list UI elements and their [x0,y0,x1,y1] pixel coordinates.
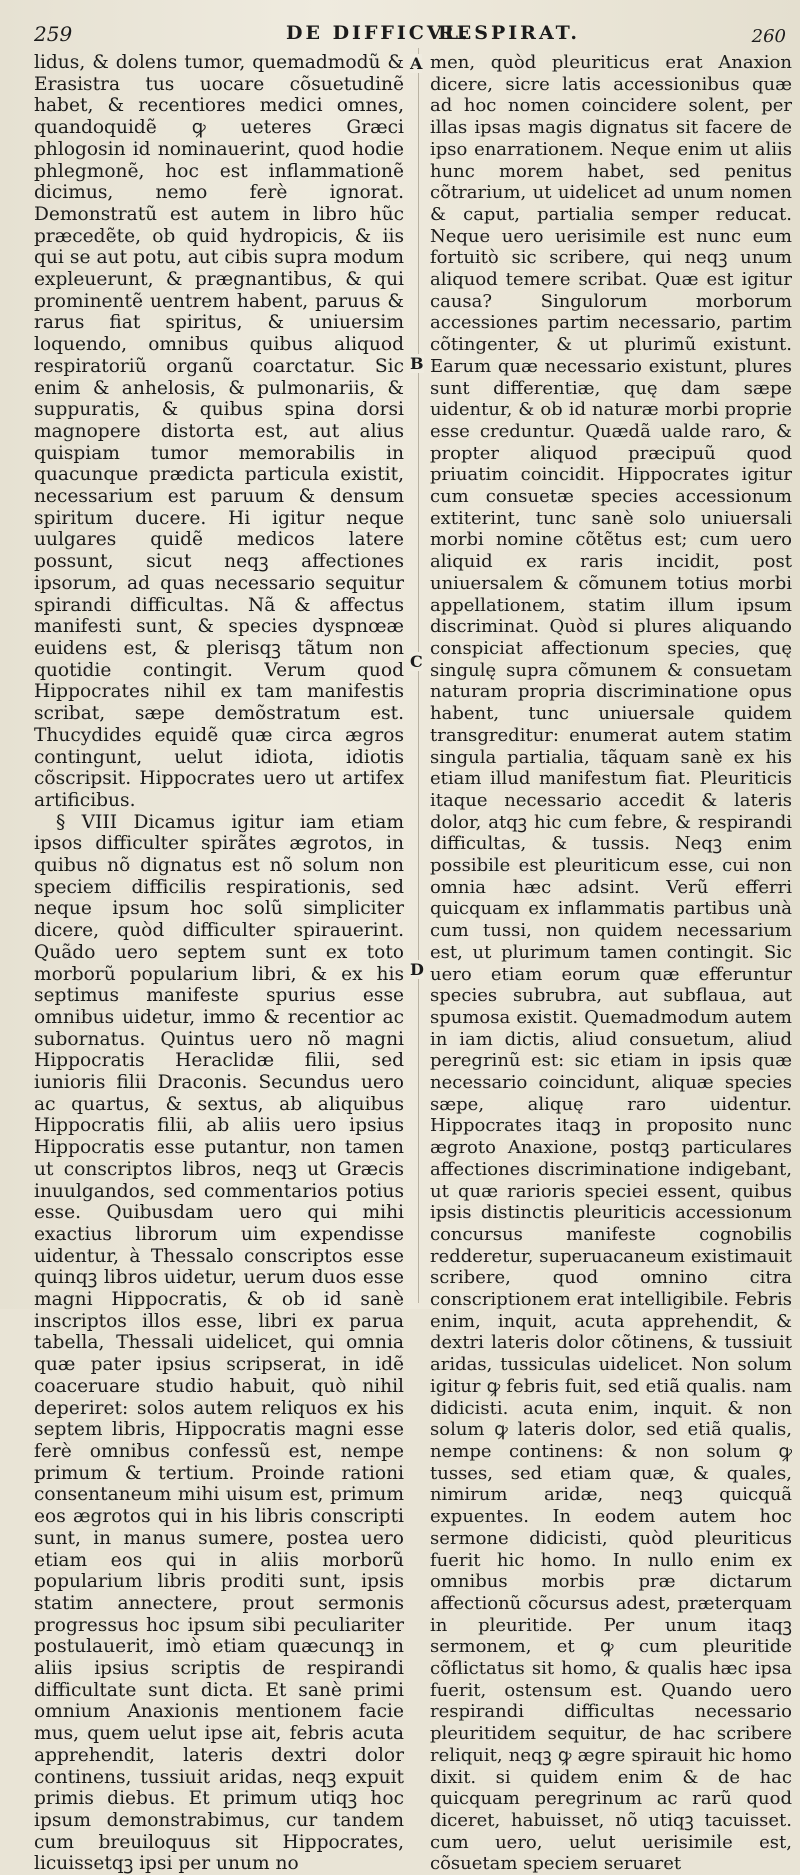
running-head [0,22,800,50]
margin-marker-d: D [410,960,424,979]
page-number-left: 259 [34,22,73,46]
margin-marker-c: C [410,652,423,671]
paragraph: § VIII Dicamus igitur iam etiam ipsos difficulter spirãtes ægrotos, in quibus nõ dignatus est nõ solum non speciem difficilis respirationis, sed neque ipsum hoc solũ simpliciter dicere, quòd difficulter spirauerint. Quãdo uero septem sunt ex toto morborũ popularium libri, & ex his septimus manifeste spurius esse omnibus uidetur, immo & recentior ac subornatus. Quintus uero nõ magni Hippocratis Heraclidæ filii, sed iunioris filii Draconis. Secundus uero ac quartus, & sextus, ab aliquibus Hippocratis filii, ab aliis uero ipsius Hippocratis esse putantur, non tamen ut conscriptos libros, neqꝫ ut Græcis inuulgandos, sed commentarios potius esse. Quibusdam uero qui mihi exactius librorum uim expendisse uidentur, à Thessalo conscriptos esse quinqꝫ libros uidetur, uerum duos esse magni Hippocratis, & ob id sanè inscriptos illos esse, libri ex parua tabella, Thessali uidelicet, qui omnia quæ pater ipsius scripserat, in idẽ coaceruare studio habuit, quò nihil deperiret: solos autem reliquos ex his septem libris, Hippocratis magni esse ferè omnibus confessũ est, nempe primum & tertium. Proinde rationi consentaneum mihi uisum est, primum eos ægrotos qui in his libris conscripti sunt, in manus sumere, postea uero etiam eos qui in aliis morborũ popularium libris proditi sunt, ipsis statim annectere, prout sermonis progressus hoc ipsum sibi peculiariter postulauerit, imò etiam quæcunqꝫ in aliis ipsius scriptis de respirandi difficultate sunt dicta. Et sanè primi omnium Anaxionis mentionem facie mus, quem uelut ipse ait, febris acuta apprehendit, lateris dextri dolor continens, tussiuit aridas, neqꝫ expuit primis diebus. Et primum utiqꝫ hoc ipsum demonstrabimus, cur tandem cum breuiloquus sit Hippocrates, licuissetqꝫ ipsi per unum no [34,811,404,1875]
column-divider [418,48,419,1303]
paragraph: men, quòd pleuriticus erat Anaxion dicere, sicre latis accessionibus quæ ad hoc nomen coincidere solent, per illas ipsas magis dignatus sit facere de ipso enarrationem. Neque enim ut aliis hunc morem habet, sed penitus cõtrarium, ut uidelicet ad unum nomen & caput, partialia semper reducat. Neque uero uerisimile est nunc eum fortuitò sic scribere, qui neqꝫ unum aliquod temere scribat. Quæ est igitur causa? Singulorum morborum accessiones partim necessario, partim cõtingenter, & ut plurimũ existunt. Earum quæ necessario existunt, plures sunt differentiæ, quę dam sæpe uidentur, & ob id naturæ morbi proprie esse creduntur. Quædã ualde raro, & propter aliquod præcipuũ quod priuatim coincidit. Hippocrates igitur cum consuetæ species accessionum extiterint, tunc sanè solo uniuersali morbi nomine cõtẽtus est; cum uero aliquid ex raris incidit, post uniuersalem & cõmunem totius morbi appellationem, statim illum ipsum discriminat. Quòd si plures aliquando conspiciat affectionum species, quę singulę supra cõmunem & consuetam naturam propria discriminatione opus habent, tunc uniuersale quidem transgreditur: enumerat autem statim singula partialia, tãquam sanè ex his etiam illud manifestum fiat. Pleuriticis itaque necessario accedit & lateris dolor, atqꝫ hic cum febre, & respirandi difficultas, & tussis. Neqꝫ enim possibile est pleuriticum esse, cui non omnia hæc adsint. Verũ efferri quicquam ex inflammatis partibus unà cum tussi, non quidem necessarium est, ut plurimum tamen contingit. Sic uero etiam eorum quæ efferuntur species subrubra, aut subflaua, aut spumosa existit. Quemadmodum autem in iam dictis, aliud consuetum, aliud peregrinũ est: sic etiam in ipsis quæ necessario coincidunt, aliquæ species sæpe, aliquę raro uidentur. Hippocrates itaqꝫ in proposito nunc ægroto Anaxione, postqꝫ particulares affectiones discriminatione indigebant, ut quæ rarioris speciei essent, quibus ipsis distinctis pleuriticis accessionum concursus manifeste cognobilis redderetur, superuacaneum existimauit scribere, quod omnino citra conscriptionem erat intelligibile. Febris enim, inquit, acuta apprehendit, & dextri lateris dolor cõtinens, & tussiuit aridas, tussiculas uidelicet. Non solum igitur ꝙ febris fuit, sed etiã qualis. nam didicisti. acuta enim, inquit. & non solum ꝙ lateris dolor, sed etiã qualis, nempe continens: & non solum ꝙ tusses, sed etiam quæ, & quales, nimirum aridæ, neqꝫ quicquã expuentes. In eodem autem hoc sermone didicisti, quòd pleuriticus fuerit hic homo. In nullo enim ex omnibus morbis præ dictarum affectionũ cõcursus adest, præterquam in pleuritide. Per unum itaqꝫ sermonem, et ꝙ cum pleuritide cõflictatus sit homo, & qualis hæc ipsa fuerit, ostensum est. Quando uero respirandi difficultas necessario pleuritidem sequitur, de hac scribere reliquit, neqꝫ ꝙ ægre spirauit hic homo dixit. si quidem enim & de hac quicquam peregrinum ac rarũ quod diceret, habuisset, nõ utiqꝫ tacuisset. cum uero, uelut uerisimile est, cõsuetam speciem seruaret [430,52,792,1875]
right-text-column [430,52,792,1875]
running-title-right: RESPIRAT. [438,22,580,44]
margin-marker-a: A [410,54,423,73]
paragraph: lidus, & dolens tumor, quemadmodũ & Erasistra tus uocare cõsuetudinẽ habet, & recentiores medici omnes, quandoquidẽ ꝙ ueteres Græci phlogosin id nominauerint, quod hodie phlegmonẽ, hoc est inflammationẽ dicimus, nemo ferè ignorat. Demonstratũ est autem in libro hũc præcedẽte, ob quid hydropicis, & iis qui se aut potu, aut cibis supra modum expleuerunt, & prægnantibus, & qui prominentẽ uentrem habent, paruus & rarus fiat spiritus, & uniuersim loquendo, omnibus quibus aliquod respiratoriũ organũ coarctatur. Sic enim & anhelosis, & pulmonariis, & suppuratis, & quibus spina dorsi magnopere distorta est, aut alius quispiam tumor memorabilis in quacunque prædicta particula existit, necessarium est paruum & densum spiritum ducere. Hi igitur neque uulgares quidẽ medicos latere possunt, sicut neqꝫ affectiones ipsorum, ad quas necessario sequitur spirandi difficultas. Nã & affectus manifesti sunt, & species dyspnœæ euidens est, & plerisqꝫ tãtum non quotidie contingit. Verum quod Hippocrates nihil ex tam manifestis scribat, sæpe demõstratum est. Thucydides equidẽ quæ circa ægros contingunt, uelut idiota, idiotis cõscripsit. Hippocrates uero ut artifex artificibus. [34,52,404,811]
left-text-column [34,52,404,1875]
running-title-left: DE DIFFICVL. [286,22,471,44]
page-number-right: 260 [751,26,786,47]
margin-marker-b: B [410,354,424,373]
